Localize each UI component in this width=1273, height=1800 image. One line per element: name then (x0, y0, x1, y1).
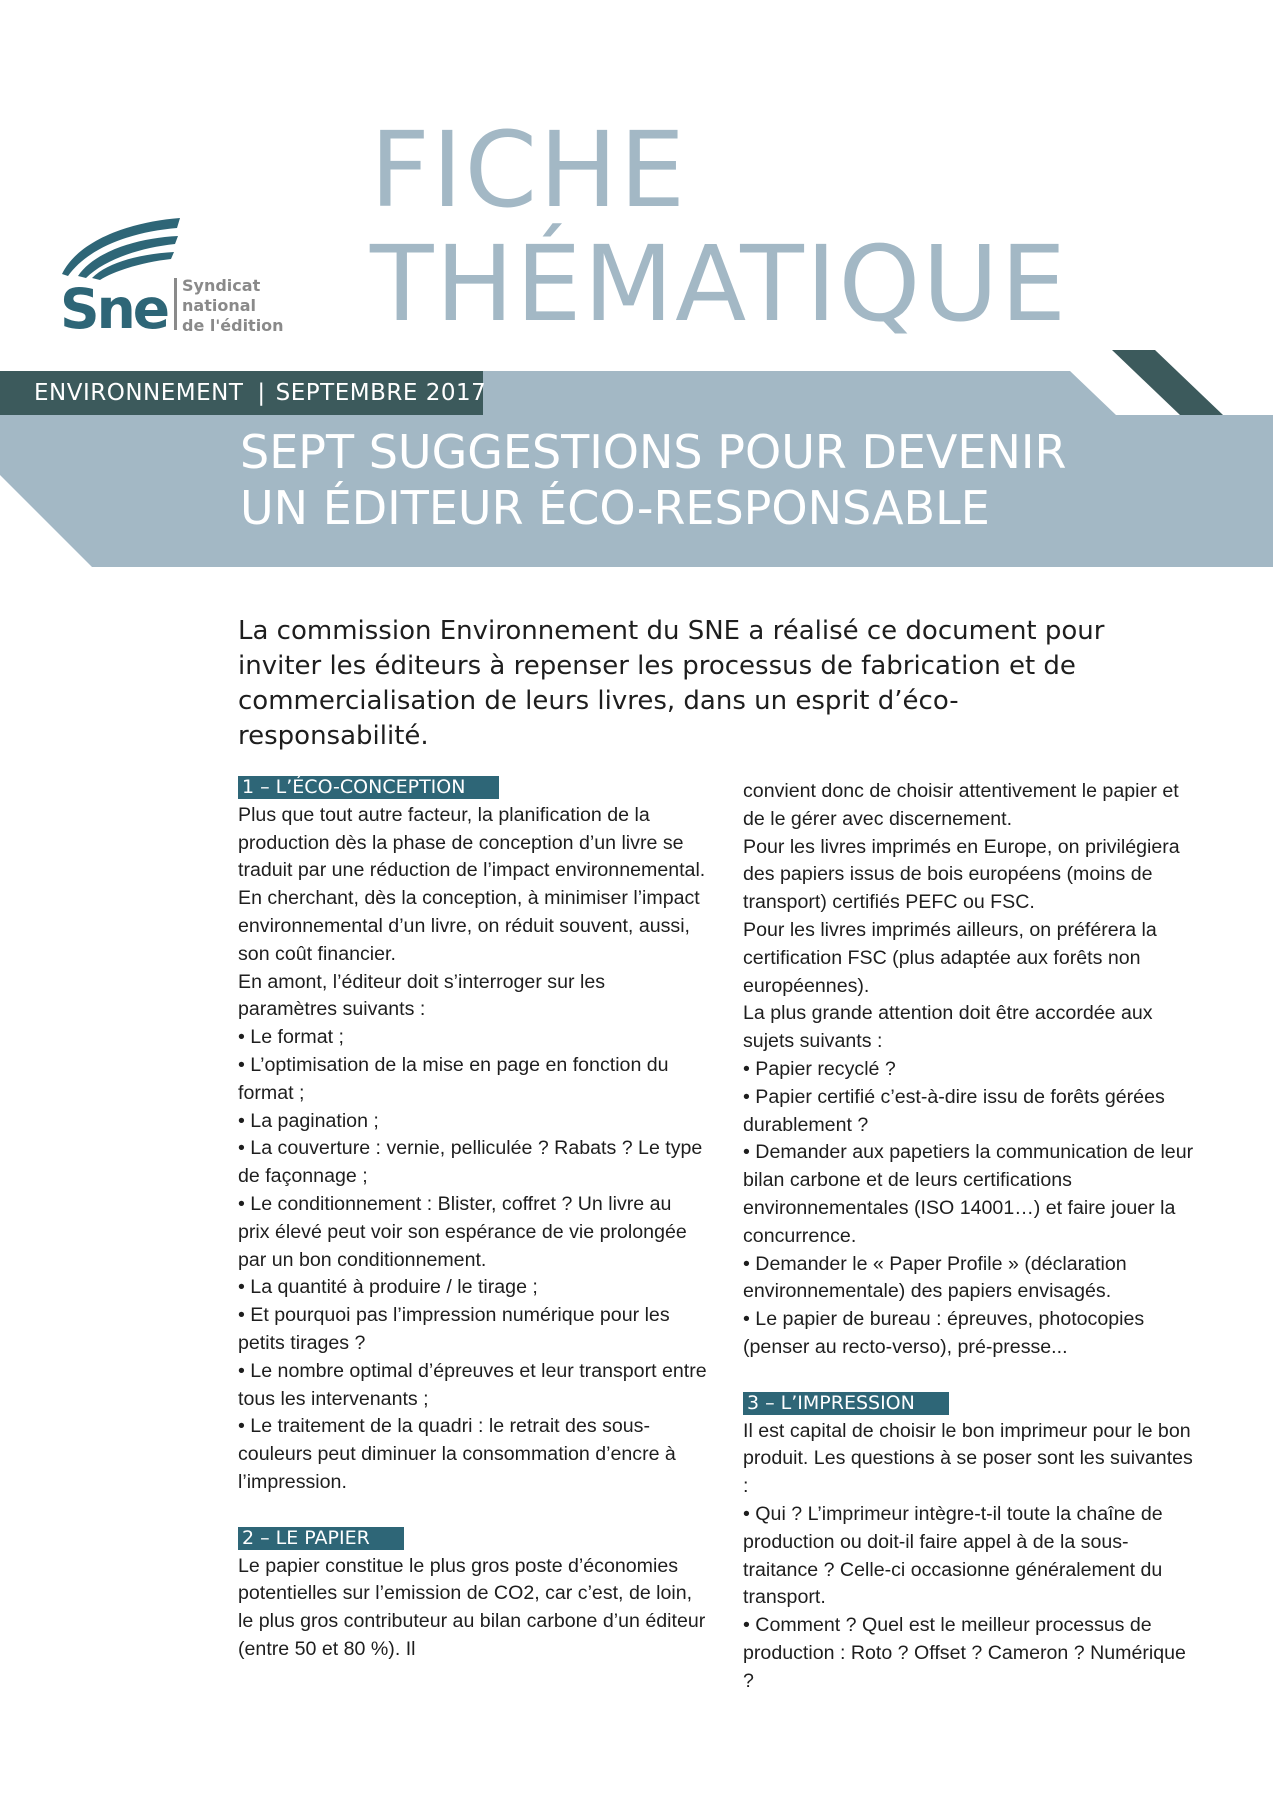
category-tag (0, 371, 487, 415)
paragraph: Il est capital de choisir le bon imprimeur pour le bon produit. Les questions à se poser sont les suivantes : (743, 1419, 1193, 1498)
banner-title (240, 424, 1066, 536)
section-heading-eco-conception: 1 – L’ÉCO-CONCEPTION (238, 776, 499, 799)
page-title-line2: THÉMATIQUE (370, 223, 1069, 345)
logo-org-line: Syndicat (182, 276, 261, 295)
section-spacer (238, 1497, 708, 1521)
intro-paragraph: La commission Environnement du SNE a réalisé ce document pour inviter les éditeurs à repenser les processus de fabrication et de commercialisation de leurs livres, dans un esprit d’éco-responsabilité. (238, 616, 1105, 751)
section-spacer (743, 1362, 1198, 1386)
right-column (743, 778, 1198, 1696)
list-item: • L’optimisation de la mise en page en fonction du format ; (238, 1053, 669, 1104)
logo-org-line: national (182, 296, 256, 315)
list-item: • Papier recyclé ? (743, 1057, 896, 1080)
list-item: • Demander aux papetiers la communication de leur bilan carbone et de leurs certifications environnementales (ISO 14001…) et faire jouer la concurrence. (743, 1141, 1194, 1247)
list-item: • Papier certifié c’est-à-dire issu de forêts gérées durablement ? (743, 1085, 1165, 1136)
list-item: • Le papier de bureau : épreuves, photocopies (penser au recto-verso), pré-presse... (743, 1308, 1145, 1358)
tag-separator: | (257, 380, 266, 406)
list-item: • Et pourquoi pas l’impression numérique pour les petits tirages ? (238, 1304, 670, 1354)
logo-wordmark: Sne (60, 277, 168, 341)
paragraph: Le papier constitue le plus gros poste d’économies potentielles sur l’emission de CO2, car c’est, de loin, le plus gros contributeur au bilan carbone d’un éditeur (entre 50 et 80 %). Il (238, 1554, 706, 1660)
paragraph: convient donc de choisir attentivement le papier et de le gérer avec discernement. (743, 780, 1179, 830)
page-title-line1: FICHE (370, 109, 688, 231)
section-heading-papier: 2 – LE PAPIER (238, 1527, 404, 1550)
list-item: • Le format ; (238, 1026, 344, 1049)
category-label: ENVIRONNEMENT (34, 380, 244, 406)
paragraph: Plus que tout autre facteur, la planification de la production dès la phase de conception d’un livre se traduit par une réduction de l’impact environnemental. En cherchant, dès la conception, à minimiser l’impact environnemental d’un livre, on réduit souvent, aussi, son coût financier. (238, 803, 706, 965)
paragraph: En amont, l’éditeur doit s’interroger sur les paramètres suivants : (238, 970, 606, 1021)
date-label: SEPTEMBRE 2017 (275, 380, 487, 406)
section-heading-impression: 3 – L’IMPRESSION (743, 1392, 949, 1415)
list-item: • Le nombre optimal d’épreuves et leur transport entre tous les intervenants ; (238, 1359, 707, 1410)
list-item: • La pagination ; (238, 1109, 379, 1132)
list-item: • Le conditionnement : Blister, coffret ? Un livre au prix élevé peut voir son espérance de vie prolongée par un bon conditionnement. (238, 1192, 687, 1271)
paragraph: Pour les livres imprimés ailleurs, on préférera la certification FSC (plus adaptée aux forêts non européennes). (743, 918, 1157, 997)
list-item: • Comment ? Quel est le meilleur processus de production : Roto ? Offset ? Cameron ? Numérique ? (743, 1614, 1186, 1692)
banner-title-line: SEPT SUGGESTIONS POUR DEVENIR (240, 425, 1067, 479)
list-item: • Demander le « Paper Profile » (déclaration environnementale) des papiers envisagés. (743, 1252, 1127, 1303)
list-item: • La couverture : vernie, pelliculée ? Rabats ? Le type de façonnage ; (238, 1137, 703, 1188)
list-item: • La quantité à produire / le tirage ; (238, 1276, 538, 1299)
paragraph: Pour les livres imprimés en Europe, on privilégiera des papiers issus de bois européens (moins de transport) certifiés PEFC ou FSC. (743, 835, 1180, 914)
logo-org-line: de l'édition (182, 316, 284, 335)
paragraph: La plus grande attention doit être accordée aux sujets suivants : (743, 1002, 1153, 1053)
banner-title-line: UN ÉDITEUR ÉCO-RESPONSABLE (240, 481, 990, 535)
list-item: • Qui ? L’imprimeur intègre-t-il toute la chaîne de production ou doit-il faire appel à de la sous-traitance ? Celle-ci occasionne généralement du transport. (743, 1502, 1163, 1609)
left-column (238, 770, 708, 1664)
list-item: • Le traitement de la quadri : le retrait des sous-couleurs peut diminuer la consommation d’encre à l’impression. (238, 1415, 676, 1493)
